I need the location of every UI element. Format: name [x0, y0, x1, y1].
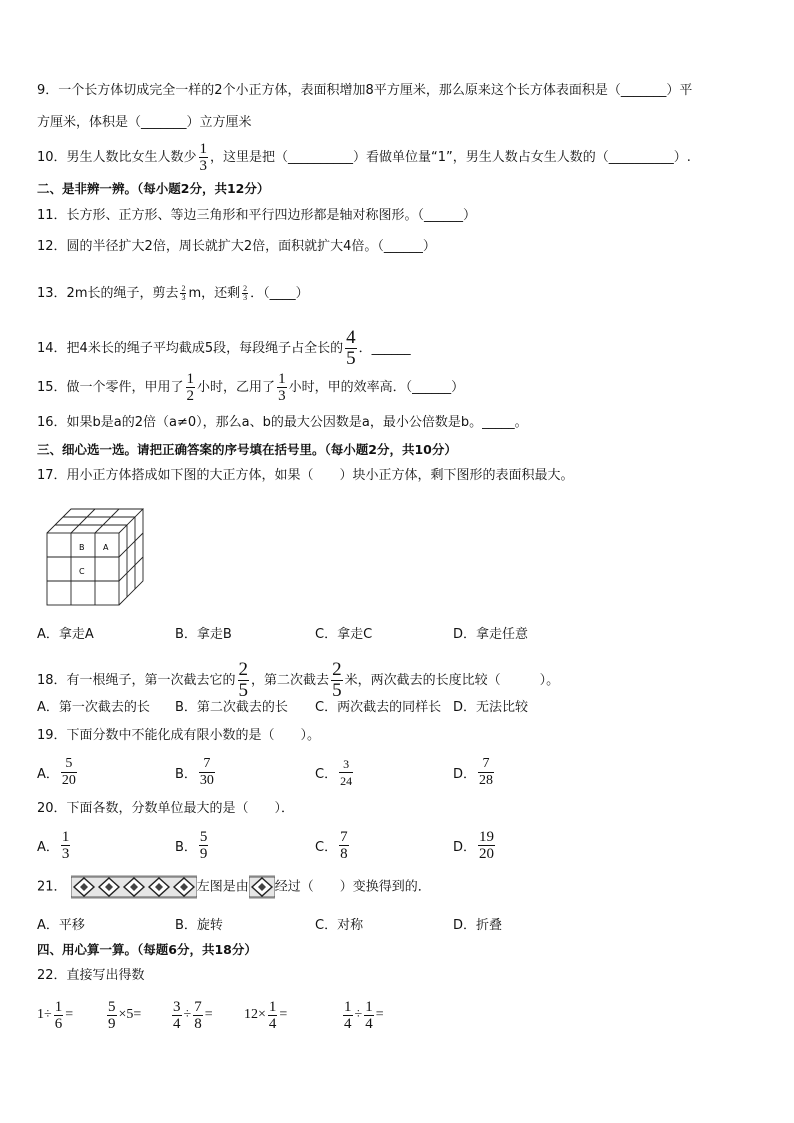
q9-line1: 9．一个长方体切成完全一样的2个小正方体，表面积增加8平方厘米，那么原来这个长方体表面积是（_______）平 [37, 83, 693, 98]
q19-text: 19．下面分数中不能化成有限小数的是（ ）。 [37, 728, 321, 743]
q13-text-b: m，还剩 [188, 286, 241, 301]
q22-expression-1: 1÷ $\frac{1}{6}$ = [37, 998, 74, 1032]
q20-option-d[interactable]: D． $\frac{19}{20}$ [453, 828, 495, 862]
q9-line2: 方厘米，体积是（_______）立方厘米 [37, 115, 252, 130]
section-4-heading: 四、用心算一算。（每题6分，共18分） [37, 942, 257, 957]
q18-text-a: 18．有一根绳子，第一次截去它的 [37, 673, 236, 688]
q21 [37, 875, 431, 900]
q20-text: 20．下面各数，分数单位最大的是（ ）． [37, 801, 295, 816]
diamond-band-pattern-image [71, 875, 197, 899]
cube-figure [44, 505, 164, 609]
q21-text-a: 左图是由 [196, 879, 249, 895]
section-3-heading: 三、细心选一选。请把正确答案的序号填在括号里。（每小题2分，共10分） [37, 442, 457, 457]
q15-text-b: 小时，乙用了 [197, 380, 276, 395]
q22-expression-4: 12× $\frac{1}{4}$ = [244, 998, 288, 1032]
q10-text-b: ，这里是把（__________）看做单位量“1”，男生人数占女生人数的（__________）. [210, 150, 691, 165]
q18-text-c: 米，两次截去的长度比较（ ）。 [344, 673, 560, 688]
q20-option-b[interactable]: B． $\frac{5}{9}$ [175, 828, 208, 862]
q21-option-a[interactable]: A．平移 [37, 918, 85, 933]
q13 [37, 285, 309, 303]
q22-expression-2: $\frac{5}{9}$ ×5= [108, 998, 142, 1032]
q10-text-a: 10．男生人数比女生人数少 [37, 150, 197, 165]
q13-text-c: ．（____） [250, 286, 309, 301]
q16: 16．如果b是a的2倍（a≠0），那么a、b的最大公因数是a，最小公倍数是b。_____。 [37, 415, 528, 430]
q17-option-a[interactable]: A．拿走A [37, 627, 94, 642]
q13-fraction-1: $\frac{2}{3}$ [181, 284, 186, 302]
q14-fraction: $\frac{4}{5}$ [346, 327, 356, 369]
q20-option-c[interactable]: C． $\frac{7}{8}$ [315, 828, 348, 862]
q10 [37, 141, 691, 174]
q18-option-d[interactable]: D．无法比较 [453, 700, 529, 715]
q15-fraction-2: $\frac{1}{3}$ [278, 371, 286, 404]
q19-option-b[interactable]: B． $\frac{7}{30}$ [175, 755, 214, 788]
cube-label-c: C [79, 567, 85, 576]
q17-option-d[interactable]: D．拿走任意 [453, 627, 529, 642]
q18-text-b: ，第二次截去 [251, 673, 330, 688]
q22-text: 22．直接写出得数 [37, 968, 145, 983]
q18-option-c[interactable]: C．两次截去的同样长 [315, 700, 442, 715]
q15-fraction-1: $\frac{1}{2}$ [186, 371, 195, 404]
q12: 12．圆的半径扩大2倍，周长就扩大2倍，面积就扩大4倍。（______） [37, 239, 436, 254]
q15-text-a: 15．做一个零件，甲用了 [37, 380, 184, 395]
q18 [37, 660, 559, 701]
cube-label-b: B [79, 543, 85, 552]
q17-option-c[interactable]: C．拿走C [315, 627, 373, 642]
q21-text-b: 经过（ ）变换得到的． [274, 879, 431, 895]
cube-label-a: A [103, 543, 109, 552]
section-2-heading: 二、是非辨一辨。（每小题2分，共12分） [37, 181, 270, 196]
q22-expression-5: $\frac{1}{4}$ ÷ $\frac{1}{4}$ = [344, 998, 384, 1032]
q15 [37, 371, 464, 404]
q21-number: 21． [37, 879, 67, 895]
q17-option-b[interactable]: B．拿走B [175, 627, 232, 642]
q18-fraction-1: $\frac{2}{5}$ [238, 659, 249, 701]
q18-fraction-2: $\frac{2}{5}$ [332, 659, 342, 701]
q14 [37, 328, 411, 369]
q10-fraction: $\frac{1}{3}$ [199, 141, 208, 174]
q22-expression-3: $\frac{3}{4}$ ÷ $\frac{7}{8}$ = [173, 998, 213, 1032]
q15-text-c: 小时，甲的效率高．（______） [288, 380, 465, 395]
q19-option-c[interactable]: C． $\frac{3}{24}$ [315, 756, 353, 788]
q21-option-d[interactable]: D．折叠 [453, 918, 503, 933]
q18-option-b[interactable]: B．第二次截去的长 [175, 700, 288, 715]
q13-fraction-2: $\frac{2}{3}$ [243, 284, 248, 302]
q20-option-a[interactable]: A． $\frac{1}{3}$ [37, 828, 70, 862]
diamond-unit-image [249, 875, 275, 899]
q14-text-a: 14．把4米长的绳子平均截成5段，每段绳子占全长的 [37, 341, 344, 356]
q14-text-b: ．______ [358, 341, 411, 356]
q21-option-c[interactable]: C．对称 [315, 918, 364, 933]
q11: 11．长方形、正方形、等边三角形和平行四边形都是轴对称图形。（______） [37, 208, 477, 223]
q13-text-a: 13．2m长的绳子，剪去 [37, 286, 179, 301]
q19-option-d[interactable]: D． $\frac{7}{28}$ [453, 755, 494, 788]
q17-text: 17．用小正方体搭成如下图的大正方体，如果（ ）块小正方体，剩下图形的表面积最大。 [37, 468, 574, 483]
q21-option-b[interactable]: B．旋转 [175, 918, 223, 933]
q18-option-a[interactable]: A．第一次截去的长 [37, 700, 150, 715]
q19-option-a[interactable]: A． $\frac{5}{20}$ [37, 755, 76, 788]
